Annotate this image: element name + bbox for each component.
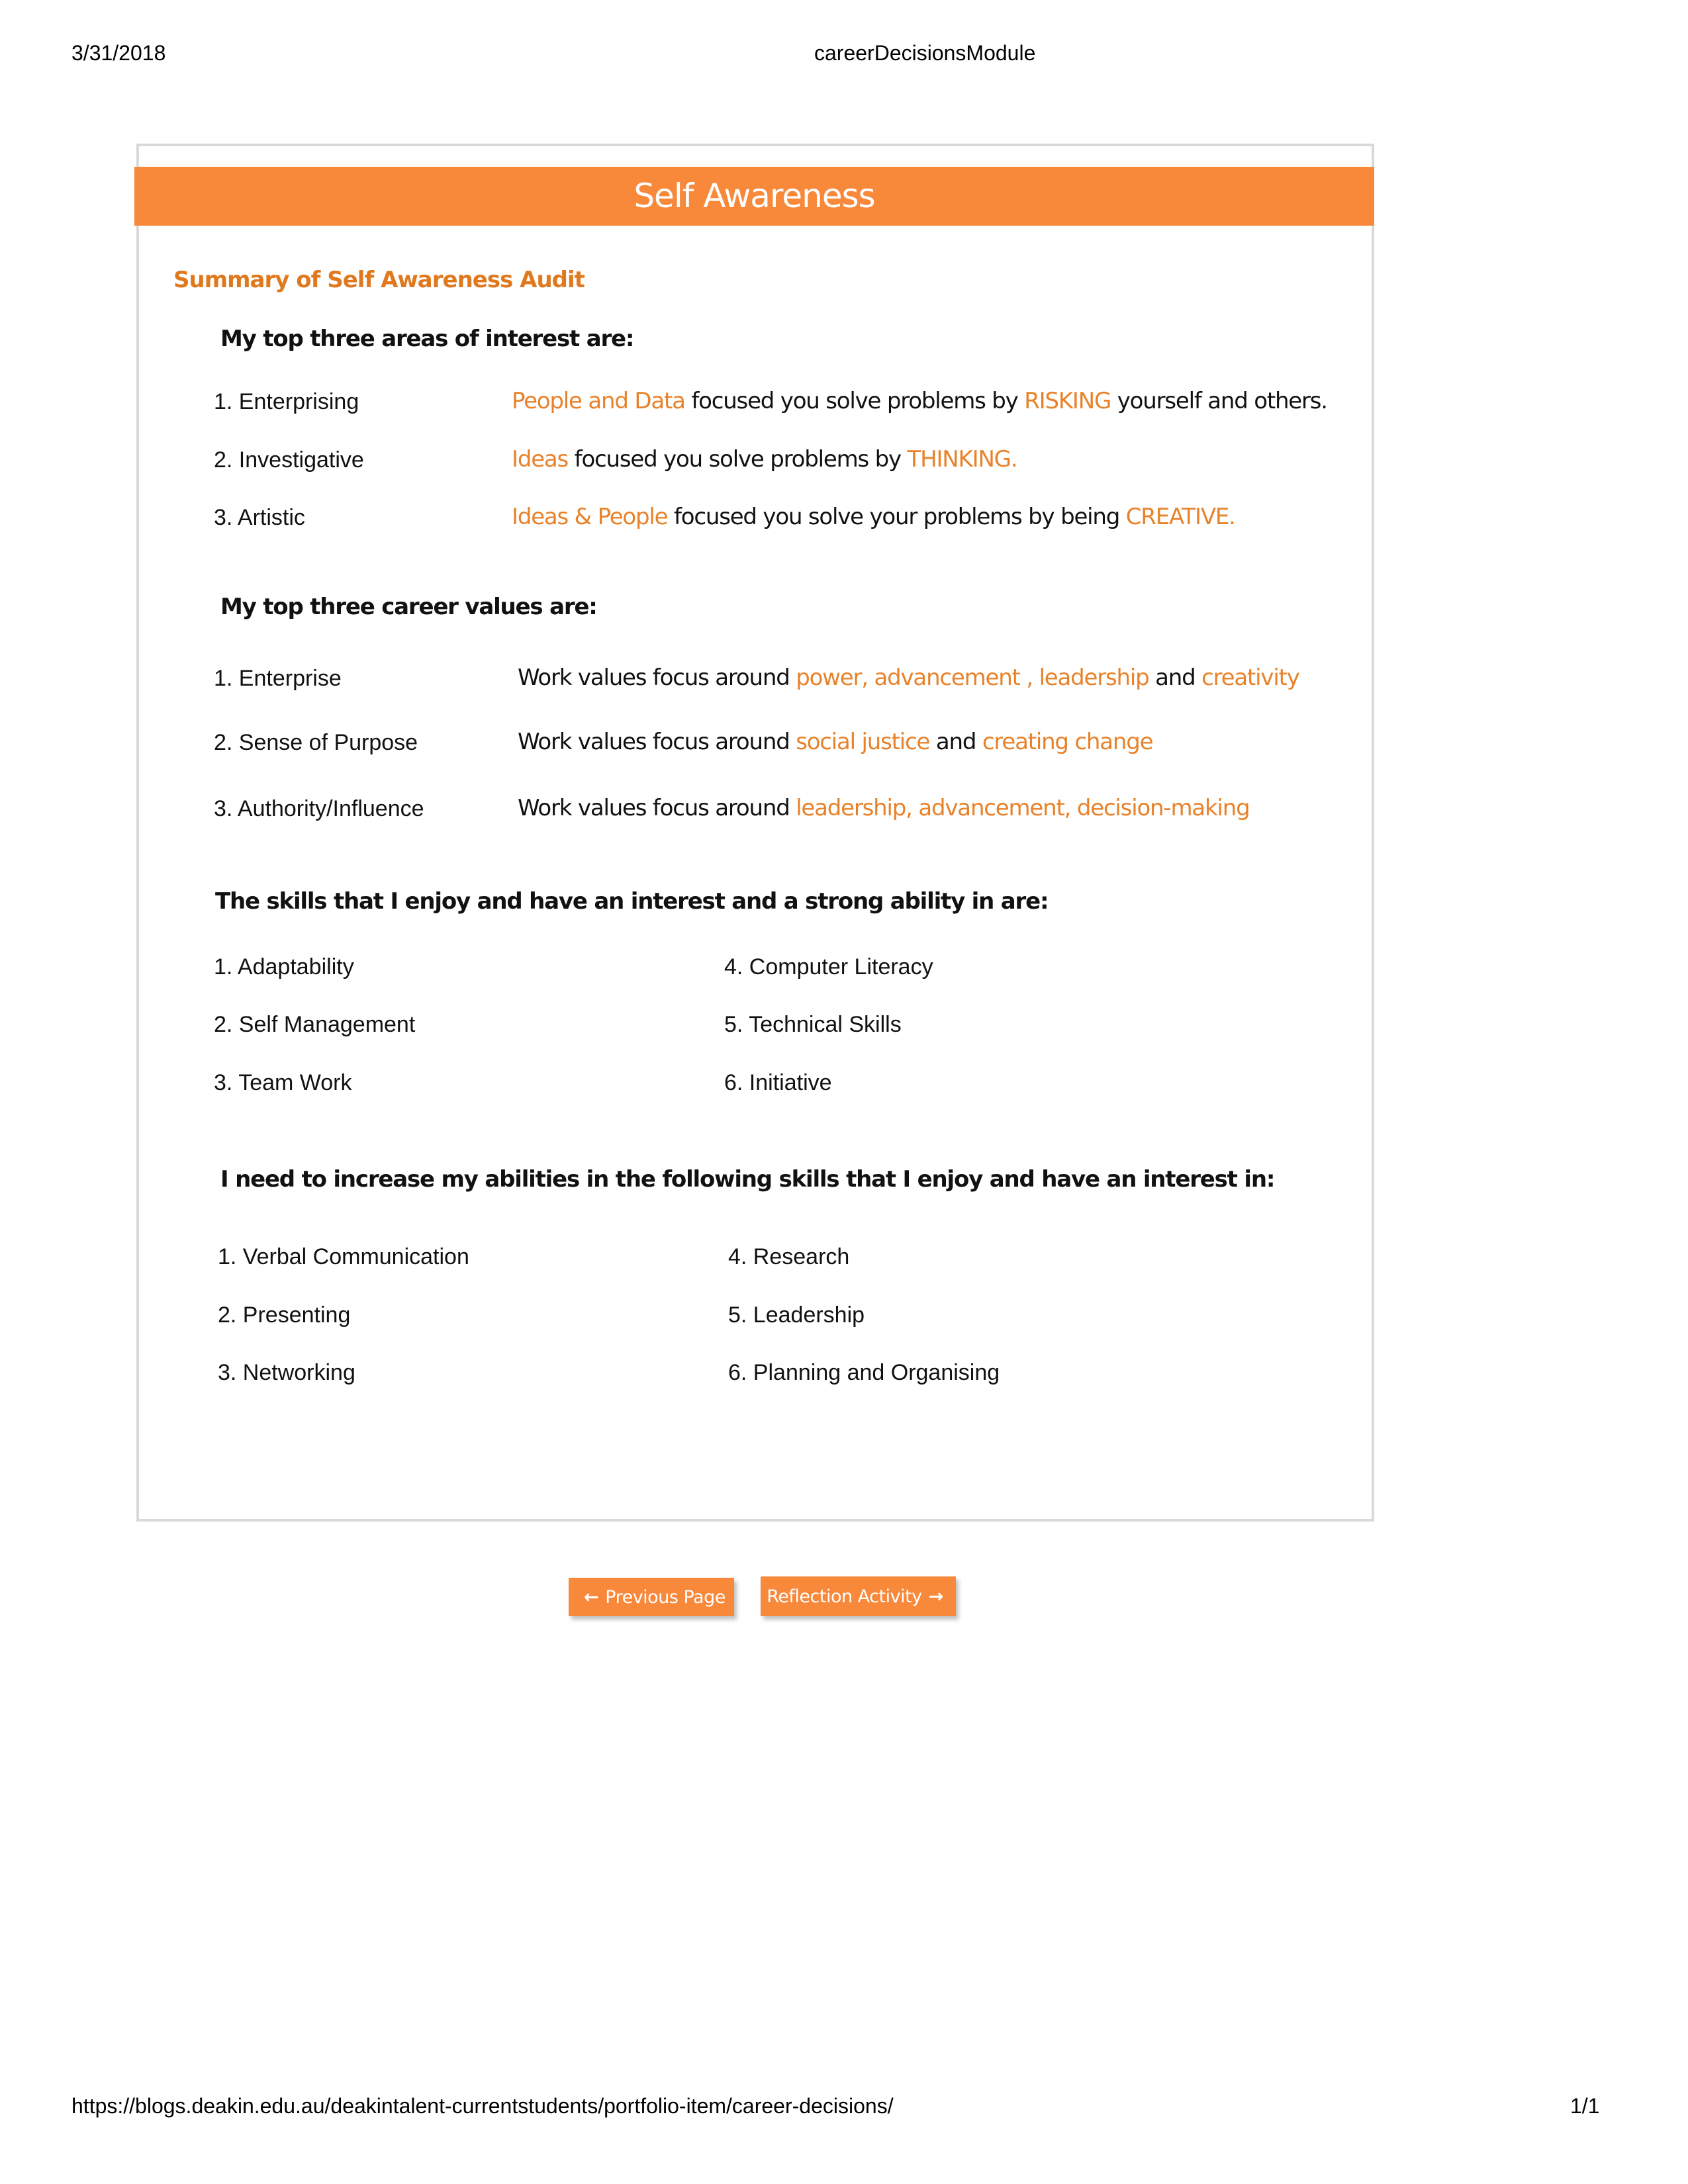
highlighted-text: social justice <box>796 729 930 755</box>
highlighted-text: leadership, advancement, decision-making <box>796 795 1250 821</box>
description-text: focused you solve problems by <box>684 388 1025 414</box>
interests-label: 1. Enterprising <box>214 389 359 414</box>
skill-item: 5. Technical Skills <box>724 1012 902 1037</box>
skill-item: 6. Planning and Organising <box>728 1360 1000 1385</box>
previous-page-button[interactable] <box>569 1578 734 1616</box>
description-text: Work values focus around <box>518 664 796 691</box>
print-date: 3/31/2018 <box>71 41 166 65</box>
previous-page-label: Previous Page <box>605 1586 726 1608</box>
summary-heading: Summary of Self Awareness Audit <box>173 267 585 293</box>
highlighted-text: creating change <box>982 729 1153 755</box>
interests-description <box>512 446 1017 473</box>
reflection-activity-button[interactable] <box>761 1576 956 1616</box>
interests-heading: My top three areas of interest are: <box>220 326 634 352</box>
highlighted-text: power, advancement , leadership <box>796 664 1149 691</box>
improve-skills-heading: I need to increase my abilities in the following skills that I enjoy and have an interest in: <box>220 1166 1275 1193</box>
values-label: 2. Sense of Purpose <box>214 730 418 755</box>
print-page-title: careerDecisionsModule <box>814 41 1036 65</box>
skill-item: 1. Adaptability <box>214 954 354 979</box>
values-heading: My top three career values are: <box>220 594 597 620</box>
skill-item: 6. Initiative <box>724 1070 832 1095</box>
values-label: 1. Enterprise <box>214 666 342 691</box>
highlighted-text: People and Data <box>512 388 685 414</box>
highlighted-text: RISKING <box>1024 388 1111 414</box>
description-text: yourself and others. <box>1111 388 1327 414</box>
interests-label: 2. Investigative <box>214 447 364 473</box>
highlighted-text: THINKING. <box>907 446 1017 473</box>
highlighted-text: CREATIVE. <box>1125 504 1235 530</box>
skill-item: 3. Networking <box>218 1360 355 1385</box>
arrow-left-icon: ← <box>584 1586 599 1608</box>
card-title: Self Awareness <box>633 177 875 215</box>
description-text: focused you solve problems by <box>568 446 908 473</box>
values-description <box>518 729 1152 755</box>
highlighted-text: Ideas <box>512 446 569 473</box>
skill-item: 1. Verbal Communication <box>218 1244 469 1269</box>
skill-item: 4. Computer Literacy <box>724 954 933 979</box>
highlighted-text: creativity <box>1201 664 1299 691</box>
print-page-number: 1/1 <box>1570 2094 1600 2118</box>
strong-skills-heading: The skills that I enjoy and have an interest and a strong ability in are: <box>215 888 1049 915</box>
values-label: 3. Authority/Influence <box>214 796 424 821</box>
description-text: Work values focus around <box>518 729 796 755</box>
interests-label: 3. Artistic <box>214 505 305 530</box>
interests-description <box>512 504 1235 530</box>
description-text: Work values focus around <box>518 795 796 821</box>
skill-item: 3. Team Work <box>214 1070 352 1095</box>
description-text: and <box>929 729 982 755</box>
skill-item: 4. Research <box>728 1244 850 1269</box>
reflection-activity-label: Reflection Activity <box>767 1586 922 1607</box>
skill-item: 2. Self Management <box>214 1012 416 1037</box>
highlighted-text: Ideas & People <box>512 504 668 530</box>
skill-item: 5. Leadership <box>728 1302 865 1328</box>
values-description <box>518 795 1249 821</box>
values-description <box>518 664 1299 691</box>
arrow-right-icon: → <box>928 1586 943 1607</box>
print-url: https://blogs.deakin.edu.au/deakintalent-currentstudents/portfolio-item/career-decisions/ <box>71 2094 894 2118</box>
description-text: and <box>1149 664 1202 691</box>
skill-item: 2. Presenting <box>218 1302 351 1328</box>
interests-description <box>512 388 1327 414</box>
description-text: focused you solve your problems by being <box>667 504 1126 530</box>
